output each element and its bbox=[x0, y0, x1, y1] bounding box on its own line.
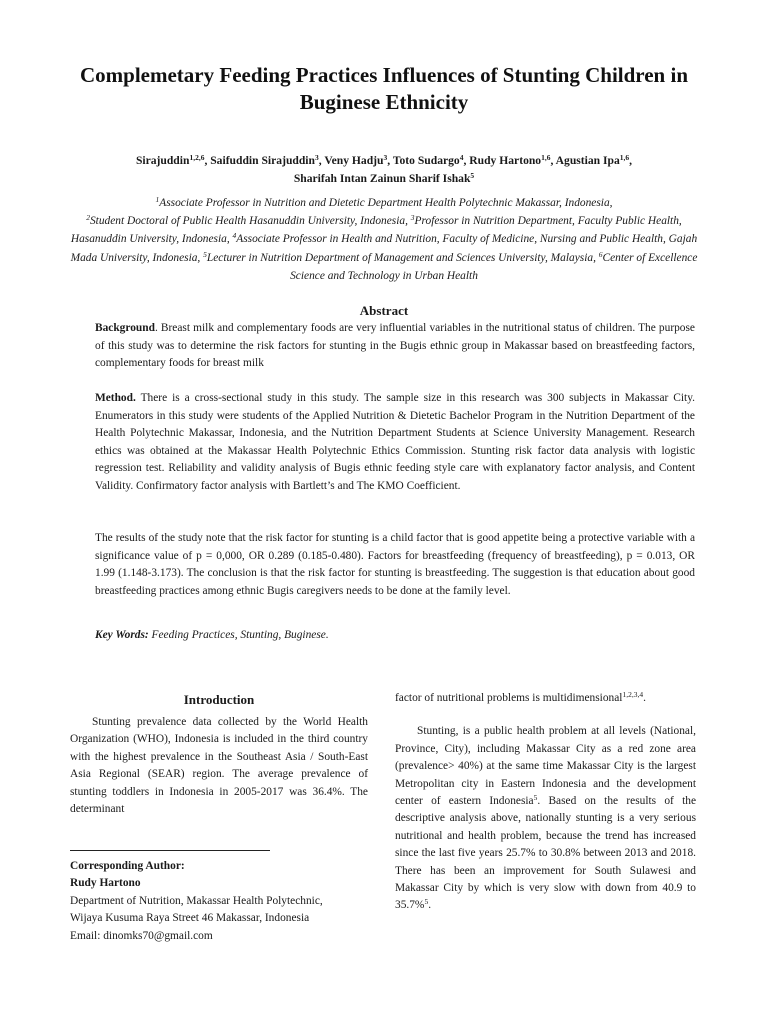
background-label: Background bbox=[95, 322, 155, 334]
keywords-text: Feeding Practices, Stunting, Buginese. bbox=[148, 629, 329, 641]
author-list: Sirajuddin$^{1,2,6}$, Saifuddin Sirajuddin$^3$, Veny Hadju$^3$, Toto Sudargo$^4$, Rudy Hartono$^{1,6}$, Agustian Ipa$^{1,6}$, Sharifah Intan Zainun Sharif Ishak$^5$ bbox=[135, 153, 633, 185]
author-sup: 3 bbox=[314, 153, 319, 162]
affil-sup: 5 bbox=[203, 249, 207, 259]
affiliations bbox=[64, 194, 704, 285]
author-sup: 3 bbox=[383, 153, 388, 162]
author-name: Sharifah Intan Zainun Sharif Ishak bbox=[293, 172, 471, 185]
author-name: Agustian Ipa bbox=[555, 154, 620, 167]
author-sup: 5 bbox=[470, 171, 475, 180]
citation-sup: 5 bbox=[424, 897, 429, 907]
author-name: Toto Sudargo bbox=[392, 154, 460, 167]
affiliation: Lecturer in Nutrition Department of Management and Sciences University, Malaysia, bbox=[206, 251, 596, 264]
affiliation: Associate Professor in Nutrition and Dietetic Department Health Polytechnic Makassar, Indonesia, bbox=[159, 197, 613, 209]
abstract-background bbox=[95, 320, 695, 373]
abstract-results: The results of the study note that the risk factor for stunting is a child factor that is good appetite being a protective variable with a significance value of p = 0,000, OR 0.289 (0.185-0.480). Factors for breastfeeding (frequency of breastfeeding), p = 0.013, OR 1.99 (1.148-3.173). The conclusion is that the risk factor for stunting is breastfeeding. The suggestion is that education about good breastfeeding practices among ethnic Bugis caregivers needs to be done at the family level. bbox=[95, 532, 695, 597]
keywords-label: Key Words: bbox=[95, 629, 149, 641]
background-text: . Breast milk and complementary foods are very influential variables in the nutritional status of children. The purpose of this study was to determine the risk factors for stunting in the Bugis ethnic group in Makassar based on breastfeeding factors, complementary foods for breast milk bbox=[95, 322, 695, 370]
footnote-divider bbox=[70, 850, 270, 851]
affil-sup: 2 bbox=[86, 213, 90, 223]
author-name: Rudy Hartono bbox=[469, 154, 542, 167]
keywords bbox=[95, 629, 695, 641]
author-name: Saifuddin Sirajuddin bbox=[210, 154, 315, 167]
affil-sup: 6 bbox=[598, 249, 603, 259]
affiliation: Center of Excellence Science and Technology in Urban Health bbox=[290, 251, 698, 282]
method-label: Method. bbox=[95, 392, 136, 404]
author-sup: 1,6 bbox=[619, 153, 630, 162]
continuation-text: factor of nutritional problems is multidimensional bbox=[395, 692, 623, 704]
affil-sup: 3 bbox=[410, 213, 415, 223]
author-sup: 1,6 bbox=[541, 153, 551, 162]
corresponding-email: Email: dinomks70@gmail.com bbox=[70, 929, 213, 942]
citation-sup: 5 bbox=[533, 793, 538, 803]
right-column bbox=[395, 690, 696, 915]
corresponding-author bbox=[70, 858, 370, 945]
paragraph-text-a: Stunting, is a public health problem at all levels (National, Province, City), including Makassar City as a red zone area (prevalence> 40%) at the same time Makassar City is the largest Metropolitan city in Eastern Indonesia and the development center of eastern Indonesia bbox=[395, 725, 696, 808]
intro-paragraph-left: Stunting prevalence data collected by the World Health Organization (WHO), Indonesia is included in the third country with the highest prevalence in the Southeast Asia / South-East Asia Regional (SEAR) region. The average prevalence of stunting toddlers in Indonesia in 2005-2017 was 36.4%. The determinant bbox=[70, 716, 368, 816]
author-sup: 4 bbox=[459, 153, 464, 162]
affil-sup: 1 bbox=[155, 195, 160, 204]
author-sup: 1,2,6 bbox=[189, 153, 205, 162]
left-column bbox=[70, 692, 368, 818]
corresponding-name: Rudy Hartono bbox=[70, 877, 141, 890]
abstract-method bbox=[95, 390, 695, 496]
author-name: Sirajuddin bbox=[135, 154, 190, 167]
corresponding-heading: Corresponding Author: bbox=[70, 860, 185, 872]
affiliation: Associate Professor in Health and Nutrition, Faculty of Medicine, Nursing and Public Health, Gajah Mada University, Indonesia, bbox=[70, 233, 698, 264]
paragraph-text-b: . Based on the results of the descriptive analysis above, nationally stunting is a very serious nutritional and health problem, because the trend has increased since the last five years 25.7% to 30.8% between 2013 and 2018. There has been an improvement for South Sulawesi and Makassar City by which is very slow with down from 40.9 to 35.7% bbox=[395, 795, 696, 912]
affiliation: Professor in Nutrition Department, Faculty Public Health, Hasanuddin University, Indonesia, bbox=[70, 215, 682, 246]
citation-sup: 1,2,3,4 bbox=[622, 690, 644, 699]
corresponding-address-line1: Department of Nutrition, Makassar Health Polytechnic, bbox=[70, 894, 323, 907]
author-name: Veny Hadju bbox=[324, 154, 384, 167]
corresponding-address-line2: Wijaya Kusuma Raya Street 46 Makassar, Indonesia bbox=[70, 912, 310, 925]
introduction-heading: Introduction bbox=[183, 692, 255, 707]
method-text: There is a cross-sectional study in this study. The sample size in this research was 300 subjects in Makassar City. Enumerators in this study were students of the Applied Nutrition & Dietetic Bachelor Program in the Nutrition Department of the Health Polytechnic Makassar, Indonesia, and the Nutrition Department Students at Science University Management. Research ethics was obtained at the Makassar Health Polytechnic Ethics Commission. Stunting risk factor data analysis with logistic regression test. Reliability and validity analysis of Bugis ethnic feeding style care with explanatory factor analysis, and Content Validity. Confirmatory factor analysis with Bartlett’s and The KMO Coefficient. bbox=[95, 392, 695, 492]
intro-paragraph-right bbox=[395, 723, 696, 914]
intro-continuation bbox=[395, 690, 696, 707]
abstract-heading: Abstract bbox=[359, 303, 409, 318]
affil-sup: 4 bbox=[232, 231, 237, 241]
paragraph-end: . bbox=[428, 899, 432, 912]
paper-title: Complemetary Feeding Practices Influences of Stunting Children in Buginese Ethnicity bbox=[80, 63, 688, 114]
continuation-end: . bbox=[643, 692, 646, 704]
affiliation: Student Doctoral of Public Health Hasanuddin University, Indonesia, bbox=[89, 215, 408, 228]
